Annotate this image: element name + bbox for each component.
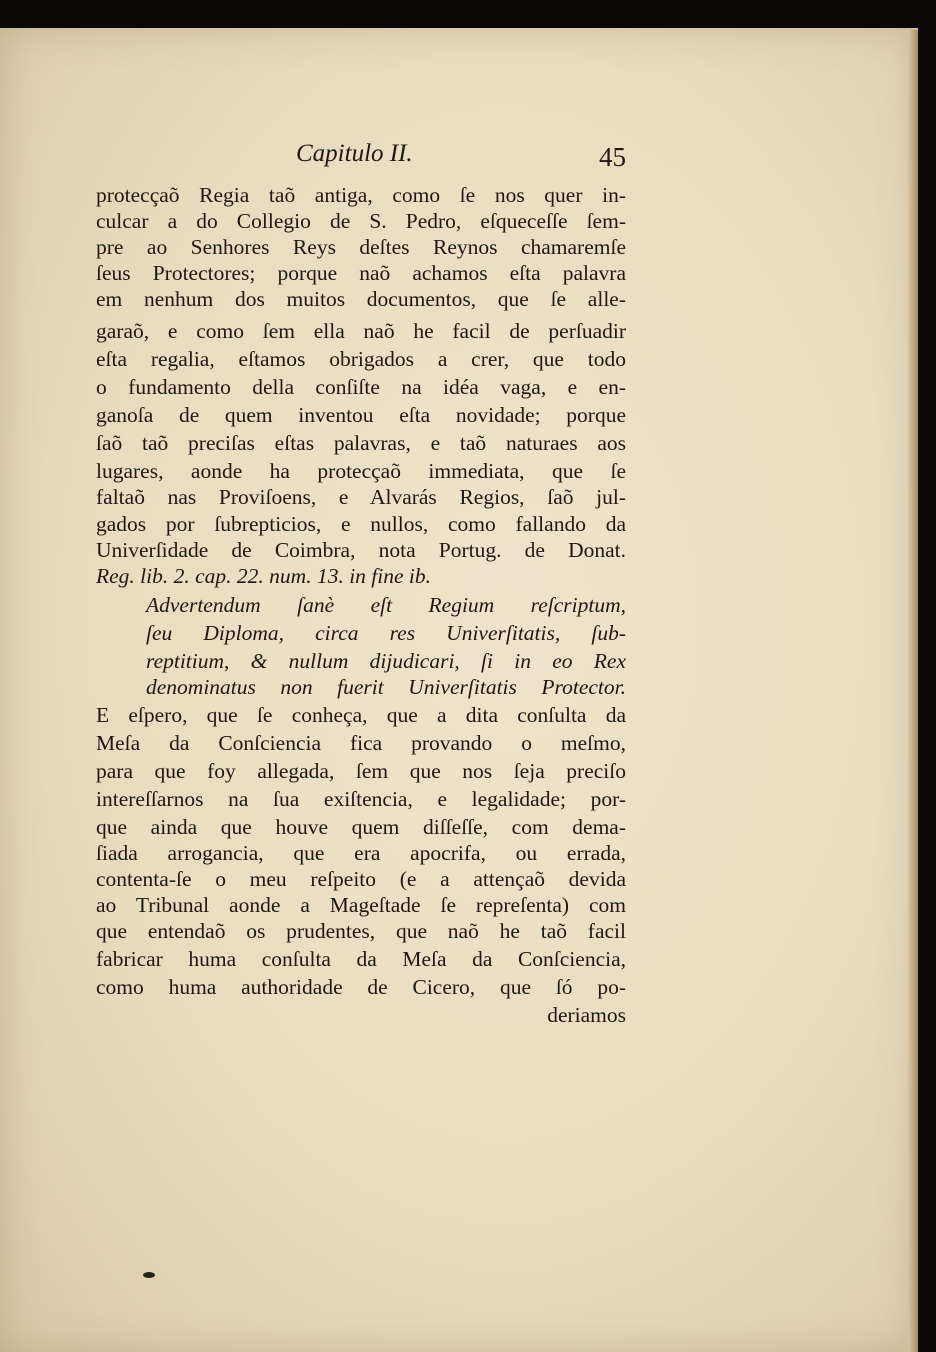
text-line: ao Tribunal aonde a Mageſtade ſe repreſenta) com: [96, 893, 626, 917]
text-line: ſiada arrogancia, que era apocrifa, ou errada,: [96, 841, 626, 865]
text-line: o fundamento della conſiſte na idéa vaga, e en-: [96, 375, 626, 399]
text-line: Univerſidade de Coimbra, nota Portug. de Donat.: [96, 538, 626, 562]
text-line: em nenhum dos muitos documentos, que ſe alle-: [96, 287, 626, 311]
text-line: protecçaõ Regia taõ antiga, como ſe nos quer in-: [96, 183, 626, 207]
text-line: E eſpero, que ſe conheça, que a dita conſulta da: [96, 703, 626, 727]
page-header: [96, 140, 626, 180]
text-line: eſta regalia, eſtamos obrigados a crer, que todo: [96, 347, 626, 371]
text-line: lugares, aonde ha protecçaõ immediata, que ſe: [96, 459, 626, 483]
page-number: 45: [599, 142, 626, 172]
quote-line: Advertendum ſanè eſt Regium reſcriptum,: [146, 593, 626, 617]
text-line: faltaõ nas Proviſoens, e Alvarás Regios, ſaõ jul-: [96, 485, 626, 509]
ink-smudge: [143, 1272, 155, 1278]
text-line: que ainda que houve quem diſſeſſe, com dema-: [96, 815, 626, 839]
text-line: para que foy allegada, ſem que nos ſeja preciſo: [96, 759, 626, 783]
text-line: Meſa da Conſciencia fica provando o meſmo,: [96, 731, 626, 755]
text-line: pre ao Senhores Reys deſtes Reynos chamaremſe: [96, 235, 626, 259]
text-line: intereſſarnos na ſua exiſtencia, e legalidade; por-: [96, 787, 626, 811]
text-line: contenta-ſe o meu reſpeito (e a attençaõ devida: [96, 867, 626, 891]
text-line: como huma authoridade de Cicero, que ſó po-: [96, 975, 626, 999]
page-edge-shadow: [908, 30, 918, 1352]
quote-line: reptitium, & nullum dijudicari, ſi in eo Rex: [146, 649, 626, 673]
running-title: Capitulo II.: [296, 140, 413, 167]
text-line: ganoſa de quem inventou eſta novidade; porque: [96, 403, 626, 427]
quote-line: denominatus non fuerit Univerſitatis Protector.: [146, 675, 626, 699]
text-line: garaõ, e como ſem ella naõ he facil de perſuadir: [96, 319, 626, 343]
catchword: deriamos: [547, 1003, 626, 1027]
text-line: fabricar huma conſulta da Meſa da Conſciencia,: [96, 947, 626, 971]
quote-line: ſeu Diploma, circa res Univerſitatis, ſub-: [146, 621, 626, 645]
text-line: que entendaõ os prudentes, que naõ he taõ facil: [96, 919, 626, 943]
text-line: culcar a do Collegio de S. Pedro, eſqueceſſe ſem-: [96, 209, 626, 233]
text-line: ſaõ taõ preciſas eſtas palavras, e taõ naturaes aos: [96, 431, 626, 455]
text-line: ſeus Protectores; porque naõ achamos eſta palavra: [96, 261, 626, 285]
text-line: Reg. lib. 2. cap. 22. num. 13. in fine ib.: [96, 564, 432, 588]
text-line: gados por ſubrepticios, e nullos, como fallando da: [96, 512, 626, 536]
